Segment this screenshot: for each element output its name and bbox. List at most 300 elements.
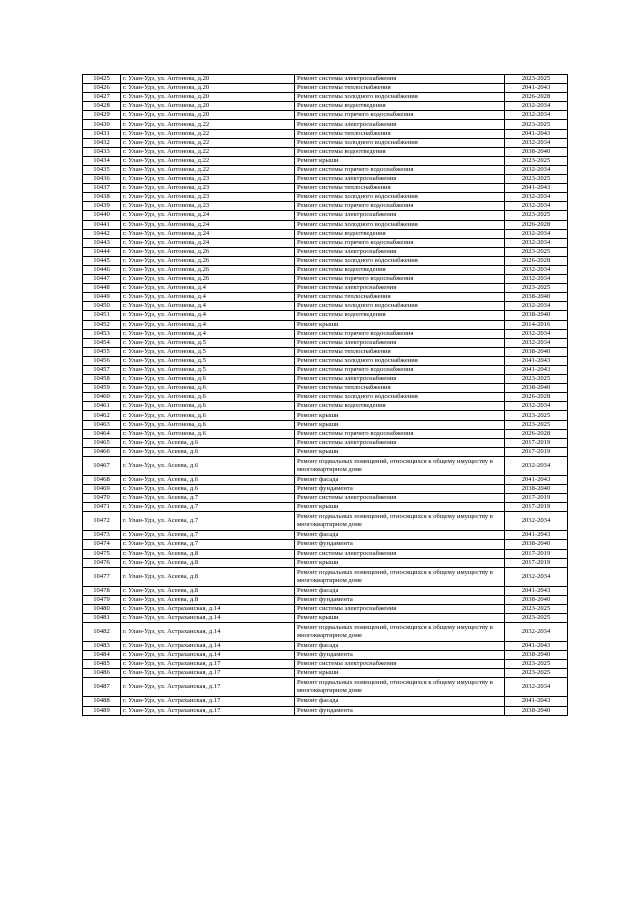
table-row (83, 265, 568, 274)
table-row (83, 175, 568, 184)
work-type-cell: Ремонт крыши (295, 156, 505, 165)
period-cell: 2032-2034 (505, 678, 568, 697)
table-row (83, 165, 568, 174)
work-type-cell: Ремонт системы электроснабжения (295, 604, 505, 613)
table-row (83, 697, 568, 706)
address-cell: г. Улан-Удэ, ул. Астраханская, д.17 (121, 706, 295, 715)
work-type-cell: Ремонт системы горячего водоснабжения (295, 366, 505, 375)
address-cell: г. Улан-Удэ, ул. Астраханская, д.14 (121, 623, 295, 642)
row-number-cell: 10467 (83, 456, 121, 475)
table-row (83, 120, 568, 129)
row-number-cell: 10474 (83, 540, 121, 549)
address-cell: г. Улан-Удэ, ул. Антонова, д.4 (121, 311, 295, 320)
row-number-cell: 10431 (83, 129, 121, 138)
work-type-cell: Ремонт системы теплоснабжения (295, 129, 505, 138)
row-number-cell: 10464 (83, 429, 121, 438)
address-cell: г. Улан-Удэ, ул. Асеева, д.7 (121, 512, 295, 531)
row-number-cell: 10444 (83, 247, 121, 256)
address-cell: г. Улан-Удэ, ул. Антонова, д.22 (121, 147, 295, 156)
address-cell: г. Улан-Удэ, ул. Антонова, д.20 (121, 75, 295, 84)
address-cell: г. Улан-Удэ, ул. Асеева, д.6 (121, 475, 295, 484)
work-type-cell: Ремонт крыши (295, 420, 505, 429)
table-row (83, 503, 568, 512)
address-cell: г. Улан-Удэ, ул. Антонова, д.4 (121, 329, 295, 338)
table-row (83, 420, 568, 429)
period-cell: 2038-2040 (505, 485, 568, 494)
work-type-cell: Ремонт системы электроснабжения (295, 494, 505, 503)
address-cell: г. Улан-Удэ, ул. Антонова, д.23 (121, 175, 295, 184)
work-type-cell: Ремонт системы горячего водоснабжения (295, 111, 505, 120)
period-cell: 2023-2025 (505, 420, 568, 429)
table-row (83, 567, 568, 586)
work-type-cell: Ремонт крыши (295, 613, 505, 622)
row-number-cell: 10434 (83, 156, 121, 165)
row-number-cell: 10447 (83, 275, 121, 284)
work-type-cell: Ремонт системы электроснабжения (295, 175, 505, 184)
table-row (83, 220, 568, 229)
table-row (83, 293, 568, 302)
period-cell: 2023-2025 (505, 604, 568, 613)
work-type-cell: Ремонт подвальных помещений, относящихся к общему имуществу в многоквартирном доме (295, 678, 505, 697)
row-number-cell: 10435 (83, 165, 121, 174)
row-number-cell: 10427 (83, 93, 121, 102)
row-number-cell: 10484 (83, 651, 121, 660)
address-cell: г. Улан-Удэ, ул. Антонова, д.22 (121, 129, 295, 138)
work-type-cell: Ремонт подвальных помещений, относящихся к общему имуществу в многоквартирном доме (295, 456, 505, 475)
period-cell: 2041-2043 (505, 84, 568, 93)
period-cell: 2017-2019 (505, 503, 568, 512)
table-row (83, 586, 568, 595)
table-row (83, 456, 568, 475)
work-type-cell: Ремонт подвальных помещений, относящихся к общему имуществу в многоквартирном доме (295, 512, 505, 531)
work-type-cell: Ремонт фундамента (295, 540, 505, 549)
address-cell: г. Улан-Удэ, ул. Астраханская, д.14 (121, 642, 295, 651)
address-cell: г. Улан-Удэ, ул. Асеева, д.8 (121, 595, 295, 604)
row-number-cell: 10439 (83, 202, 121, 211)
work-type-cell: Ремонт системы электроснабжения (295, 211, 505, 220)
row-number-cell: 10469 (83, 485, 121, 494)
address-cell: г. Улан-Удэ, ул. Антонова, д.23 (121, 193, 295, 202)
address-cell: г. Улан-Удэ, ул. Антонова, д.5 (121, 366, 295, 375)
table-row (83, 402, 568, 411)
row-number-cell: 10468 (83, 475, 121, 484)
table-row (83, 494, 568, 503)
work-type-cell: Ремонт системы электроснабжения (295, 120, 505, 129)
table-row (83, 338, 568, 347)
address-cell: г. Улан-Удэ, ул. Асеева, д.6 (121, 447, 295, 456)
work-type-cell: Ремонт системы теплоснабжения (295, 84, 505, 93)
period-cell: 2038-2040 (505, 540, 568, 549)
work-type-cell: Ремонт фасада (295, 642, 505, 651)
period-cell: 2038-2040 (505, 595, 568, 604)
address-cell: г. Улан-Удэ, ул. Астраханская, д.17 (121, 678, 295, 697)
period-cell: 2023-2025 (505, 284, 568, 293)
address-cell: г. Улан-Удэ, ул. Астраханская, д.17 (121, 697, 295, 706)
table-row (83, 184, 568, 193)
period-cell: 2023-2025 (505, 75, 568, 84)
period-cell: 2017-2019 (505, 494, 568, 503)
table-row (83, 512, 568, 531)
work-type-cell: Ремонт крыши (295, 320, 505, 329)
address-cell: г. Улан-Удэ, ул. Антонова, д.6 (121, 384, 295, 393)
row-number-cell: 10488 (83, 697, 121, 706)
period-cell: 2026-2028 (505, 429, 568, 438)
work-type-cell: Ремонт системы электроснабжения (295, 247, 505, 256)
period-cell: 2026-2028 (505, 393, 568, 402)
table-row (83, 623, 568, 642)
table-row (83, 75, 568, 84)
row-number-cell: 10456 (83, 356, 121, 365)
address-cell: г. Улан-Удэ, ул. Асеева, д.8 (121, 586, 295, 595)
period-cell: 2038-2040 (505, 651, 568, 660)
work-type-cell: Ремонт системы холодного водоснабжения (295, 220, 505, 229)
table-row (83, 411, 568, 420)
work-type-cell: Ремонт подвальных помещений, относящихся к общему имуществу в многоквартирном доме (295, 623, 505, 642)
period-cell: 2032-2034 (505, 265, 568, 274)
period-cell: 2038-2040 (505, 347, 568, 356)
table-body (83, 75, 568, 716)
row-number-cell: 10429 (83, 111, 121, 120)
address-cell: г. Улан-Удэ, ул. Антонова, д.22 (121, 165, 295, 174)
address-cell: г. Улан-Удэ, ул. Антонова, д.20 (121, 93, 295, 102)
work-type-cell: Ремонт системы электроснабжения (295, 375, 505, 384)
table-row (83, 613, 568, 622)
work-type-cell: Ремонт системы горячего водоснабжения (295, 165, 505, 174)
table-row (83, 651, 568, 660)
row-number-cell: 10486 (83, 669, 121, 678)
period-cell: 2032-2034 (505, 165, 568, 174)
row-number-cell: 10436 (83, 175, 121, 184)
table-row (83, 256, 568, 265)
work-type-cell: Ремонт фундамента (295, 485, 505, 494)
table-row (83, 138, 568, 147)
work-type-cell: Ремонт системы горячего водоснабжения (295, 429, 505, 438)
period-cell: 2032-2034 (505, 456, 568, 475)
table-row (83, 375, 568, 384)
address-cell: г. Улан-Удэ, ул. Антонова, д.26 (121, 256, 295, 265)
row-number-cell: 10441 (83, 220, 121, 229)
work-type-cell: Ремонт системы холодного водоснабжения (295, 393, 505, 402)
period-cell: 2032-2034 (505, 202, 568, 211)
table-row (83, 284, 568, 293)
address-cell: г. Улан-Удэ, ул. Асеева, д.6 (121, 438, 295, 447)
repair-schedule-table (82, 74, 568, 716)
period-cell: 2032-2034 (505, 193, 568, 202)
row-number-cell: 10460 (83, 393, 121, 402)
address-cell: г. Улан-Удэ, ул. Антонова, д.26 (121, 275, 295, 284)
table-row (83, 311, 568, 320)
row-number-cell: 10463 (83, 420, 121, 429)
work-type-cell: Ремонт крыши (295, 411, 505, 420)
table-row (83, 84, 568, 93)
row-number-cell: 10425 (83, 75, 121, 84)
address-cell: г. Улан-Удэ, ул. Антонова, д.4 (121, 293, 295, 302)
row-number-cell: 10428 (83, 102, 121, 111)
row-number-cell: 10476 (83, 558, 121, 567)
work-type-cell: Ремонт системы горячего водоснабжения (295, 238, 505, 247)
period-cell: 2038-2040 (505, 293, 568, 302)
work-type-cell: Ремонт подвальных помещений, относящихся к общему имуществу в многоквартирном доме (295, 567, 505, 586)
address-cell: г. Улан-Удэ, ул. Асеева, д.7 (121, 531, 295, 540)
period-cell: 2038-2040 (505, 706, 568, 715)
row-number-cell: 10455 (83, 347, 121, 356)
address-cell: г. Улан-Удэ, ул. Антонова, д.22 (121, 120, 295, 129)
row-number-cell: 10482 (83, 623, 121, 642)
address-cell: г. Улан-Удэ, ул. Асеева, д.7 (121, 540, 295, 549)
row-number-cell: 10480 (83, 604, 121, 613)
period-cell: 2023-2025 (505, 375, 568, 384)
address-cell: г. Улан-Удэ, ул. Антонова, д.5 (121, 338, 295, 347)
row-number-cell: 10440 (83, 211, 121, 220)
work-type-cell: Ремонт фасада (295, 586, 505, 595)
address-cell: г. Улан-Удэ, ул. Астраханская, д.14 (121, 613, 295, 622)
table-row (83, 429, 568, 438)
table-row (83, 669, 568, 678)
address-cell: г. Улан-Удэ, ул. Антонова, д.5 (121, 347, 295, 356)
period-cell: 2014-2016 (505, 320, 568, 329)
address-cell: г. Улан-Удэ, ул. Антонова, д.24 (121, 211, 295, 220)
period-cell: 2041-2043 (505, 642, 568, 651)
period-cell: 2023-2025 (505, 660, 568, 669)
row-number-cell: 10483 (83, 642, 121, 651)
period-cell: 2032-2034 (505, 402, 568, 411)
work-type-cell: Ремонт системы электроснабжения (295, 284, 505, 293)
address-cell: г. Улан-Удэ, ул. Антонова, д.22 (121, 138, 295, 147)
work-type-cell: Ремонт системы водоотведения (295, 265, 505, 274)
table-row (83, 438, 568, 447)
address-cell: г. Улан-Удэ, ул. Антонова, д.20 (121, 84, 295, 93)
address-cell: г. Улан-Удэ, ул. Антонова, д.6 (121, 429, 295, 438)
work-type-cell: Ремонт фасада (295, 475, 505, 484)
address-cell: г. Улан-Удэ, ул. Асеева, д.8 (121, 549, 295, 558)
work-type-cell: Ремонт системы холодного водоснабжения (295, 138, 505, 147)
address-cell: г. Улан-Удэ, ул. Антонова, д.5 (121, 356, 295, 365)
table-row (83, 531, 568, 540)
address-cell: г. Улан-Удэ, ул. Антонова, д.23 (121, 202, 295, 211)
period-cell: 2017-2019 (505, 549, 568, 558)
work-type-cell: Ремонт системы электроснабжения (295, 549, 505, 558)
address-cell: г. Улан-Удэ, ул. Антонова, д.4 (121, 284, 295, 293)
period-cell: 2023-2025 (505, 669, 568, 678)
address-cell: г. Улан-Удэ, ул. Антонова, д.24 (121, 238, 295, 247)
table-row (83, 485, 568, 494)
row-number-cell: 10470 (83, 494, 121, 503)
work-type-cell: Ремонт фундамента (295, 706, 505, 715)
address-cell: г. Улан-Удэ, ул. Антонова, д.4 (121, 302, 295, 311)
work-type-cell: Ремонт фундамента (295, 651, 505, 660)
row-number-cell: 10471 (83, 503, 121, 512)
table-row (83, 447, 568, 456)
table-row (83, 558, 568, 567)
period-cell: 2041-2043 (505, 475, 568, 484)
period-cell: 2023-2025 (505, 175, 568, 184)
period-cell: 2041-2043 (505, 697, 568, 706)
address-cell: г. Улан-Удэ, ул. Асеева, д.6 (121, 456, 295, 475)
work-type-cell: Ремонт системы холодного водоснабжения (295, 356, 505, 365)
row-number-cell: 10445 (83, 256, 121, 265)
address-cell: г. Улан-Удэ, ул. Астраханская, д.17 (121, 669, 295, 678)
period-cell: 2032-2034 (505, 238, 568, 247)
period-cell: 2041-2043 (505, 356, 568, 365)
work-type-cell: Ремонт системы электроснабжения (295, 660, 505, 669)
row-number-cell: 10442 (83, 229, 121, 238)
table-row (83, 302, 568, 311)
table-row (83, 111, 568, 120)
period-cell: 2032-2034 (505, 567, 568, 586)
table-row (83, 93, 568, 102)
table-row (83, 540, 568, 549)
period-cell: 2032-2034 (505, 329, 568, 338)
work-type-cell: Ремонт системы горячего водоснабжения (295, 202, 505, 211)
row-number-cell: 10461 (83, 402, 121, 411)
row-number-cell: 10481 (83, 613, 121, 622)
table-row (83, 678, 568, 697)
address-cell: г. Улан-Удэ, ул. Антонова, д.20 (121, 111, 295, 120)
row-number-cell: 10432 (83, 138, 121, 147)
address-cell: г. Улан-Удэ, ул. Астраханская, д.14 (121, 651, 295, 660)
work-type-cell: Ремонт системы холодного водоснабжения (295, 302, 505, 311)
table-row (83, 356, 568, 365)
row-number-cell: 10449 (83, 293, 121, 302)
table-row (83, 147, 568, 156)
address-cell: г. Улан-Удэ, ул. Антонова, д.6 (121, 420, 295, 429)
period-cell: 2026-2028 (505, 93, 568, 102)
table-row (83, 549, 568, 558)
address-cell: г. Улан-Удэ, ул. Антонова, д.26 (121, 247, 295, 256)
period-cell: 2023-2025 (505, 613, 568, 622)
row-number-cell: 10448 (83, 284, 121, 293)
address-cell: г. Улан-Удэ, ул. Антонова, д.24 (121, 229, 295, 238)
table-row (83, 595, 568, 604)
work-type-cell: Ремонт фундамента (295, 595, 505, 604)
address-cell: г. Улан-Удэ, ул. Асеева, д.7 (121, 503, 295, 512)
period-cell: 2032-2034 (505, 138, 568, 147)
work-type-cell: Ремонт системы водоотведения (295, 229, 505, 238)
table-row (83, 475, 568, 484)
table-row (83, 202, 568, 211)
work-type-cell: Ремонт системы теплоснабжения (295, 384, 505, 393)
period-cell: 2038-2040 (505, 384, 568, 393)
work-type-cell: Ремонт системы водоотведения (295, 147, 505, 156)
table-row (83, 329, 568, 338)
period-cell: 2026-2028 (505, 256, 568, 265)
row-number-cell: 10451 (83, 311, 121, 320)
row-number-cell: 10446 (83, 265, 121, 274)
period-cell: 2041-2043 (505, 366, 568, 375)
address-cell: г. Улан-Удэ, ул. Антонова, д.6 (121, 375, 295, 384)
address-cell: г. Улан-Удэ, ул. Астраханская, д.14 (121, 604, 295, 613)
row-number-cell: 10477 (83, 567, 121, 586)
period-cell: 2017-2019 (505, 558, 568, 567)
row-number-cell: 10433 (83, 147, 121, 156)
period-cell: 2017-2019 (505, 447, 568, 456)
row-number-cell: 10452 (83, 320, 121, 329)
row-number-cell: 10443 (83, 238, 121, 247)
period-cell: 2038-2040 (505, 311, 568, 320)
table-row (83, 347, 568, 356)
address-cell: г. Улан-Удэ, ул. Антонова, д.6 (121, 402, 295, 411)
period-cell: 2032-2034 (505, 102, 568, 111)
work-type-cell: Ремонт фасада (295, 531, 505, 540)
table-row (83, 238, 568, 247)
address-cell: г. Улан-Удэ, ул. Астраханская, д.17 (121, 660, 295, 669)
period-cell: 2023-2025 (505, 120, 568, 129)
address-cell: г. Улан-Удэ, ул. Антонова, д.6 (121, 411, 295, 420)
period-cell: 2023-2025 (505, 247, 568, 256)
table-row (83, 660, 568, 669)
work-type-cell: Ремонт системы электроснабжения (295, 75, 505, 84)
table-row (83, 393, 568, 402)
table-row (83, 642, 568, 651)
table-row (83, 229, 568, 238)
row-number-cell: 10478 (83, 586, 121, 595)
row-number-cell: 10457 (83, 366, 121, 375)
period-cell: 2023-2025 (505, 156, 568, 165)
work-type-cell: Ремонт системы теплоснабжения (295, 293, 505, 302)
document-page (82, 74, 567, 716)
work-type-cell: Ремонт крыши (295, 503, 505, 512)
row-number-cell: 10426 (83, 84, 121, 93)
row-number-cell: 10438 (83, 193, 121, 202)
table-row (83, 706, 568, 715)
row-number-cell: 10459 (83, 384, 121, 393)
row-number-cell: 10458 (83, 375, 121, 384)
period-cell: 2032-2034 (505, 302, 568, 311)
period-cell: 2026-2028 (505, 220, 568, 229)
table-row (83, 247, 568, 256)
work-type-cell: Ремонт системы холодного водоснабжения (295, 93, 505, 102)
period-cell: 2032-2034 (505, 275, 568, 284)
period-cell: 2017-2019 (505, 438, 568, 447)
work-type-cell: Ремонт системы горячего водоснабжения (295, 329, 505, 338)
work-type-cell: Ремонт системы холодного водоснабжения (295, 256, 505, 265)
table-row (83, 129, 568, 138)
work-type-cell: Ремонт системы горячего водоснабжения (295, 275, 505, 284)
row-number-cell: 10487 (83, 678, 121, 697)
table-row (83, 366, 568, 375)
table-row (83, 604, 568, 613)
period-cell: 2023-2025 (505, 411, 568, 420)
work-type-cell: Ремонт системы водоотведения (295, 311, 505, 320)
address-cell: г. Улан-Удэ, ул. Антонова, д.20 (121, 102, 295, 111)
work-type-cell: Ремонт системы водоотведения (295, 402, 505, 411)
work-type-cell: Ремонт системы теплоснабжения (295, 347, 505, 356)
period-cell: 2023-2025 (505, 211, 568, 220)
table-row (83, 275, 568, 284)
work-type-cell: Ремонт крыши (295, 669, 505, 678)
address-cell: г. Улан-Удэ, ул. Асеева, д.6 (121, 485, 295, 494)
row-number-cell: 10489 (83, 706, 121, 715)
period-cell: 2032-2034 (505, 338, 568, 347)
table-row (83, 102, 568, 111)
row-number-cell: 10462 (83, 411, 121, 420)
address-cell: г. Улан-Удэ, ул. Асеева, д.7 (121, 494, 295, 503)
row-number-cell: 10479 (83, 595, 121, 604)
address-cell: г. Улан-Удэ, ул. Антонова, д.26 (121, 265, 295, 274)
row-number-cell: 10430 (83, 120, 121, 129)
row-number-cell: 10475 (83, 549, 121, 558)
work-type-cell: Ремонт системы электроснабжения (295, 438, 505, 447)
work-type-cell: Ремонт системы холодного водоснабжения (295, 193, 505, 202)
period-cell: 2032-2034 (505, 229, 568, 238)
period-cell: 2041-2043 (505, 586, 568, 595)
period-cell: 2041-2043 (505, 184, 568, 193)
row-number-cell: 10450 (83, 302, 121, 311)
work-type-cell: Ремонт системы водоотведения (295, 102, 505, 111)
row-number-cell: 10473 (83, 531, 121, 540)
work-type-cell: Ремонт системы электроснабжения (295, 338, 505, 347)
row-number-cell: 10466 (83, 447, 121, 456)
